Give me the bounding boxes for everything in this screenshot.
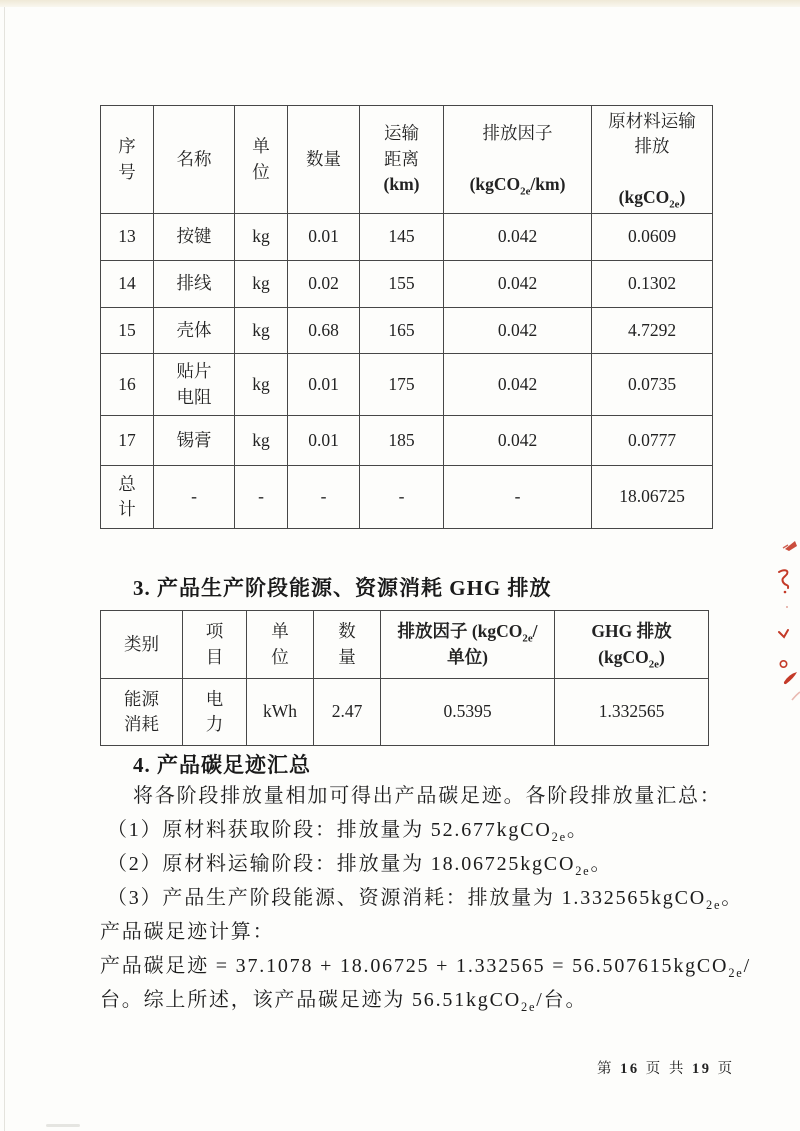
table-cell: - bbox=[288, 466, 360, 529]
table-cell: 贴片 电阻 bbox=[154, 354, 235, 416]
col-header-unit: 单 位 bbox=[235, 106, 288, 214]
paragraph-line: 将各阶段排放量相加可得出产品碳足迹。各阶段排放量汇总： bbox=[133, 785, 722, 807]
table-cell: 0.042 bbox=[444, 308, 592, 354]
table-cell: 0.042 bbox=[444, 261, 592, 308]
table-cell: 能源 消耗 bbox=[101, 679, 183, 746]
table-cell: 4.7292 bbox=[592, 308, 713, 354]
table-cell: 155 bbox=[360, 261, 444, 308]
table-cell: 电 力 bbox=[183, 679, 247, 746]
table-cell: 185 bbox=[360, 416, 444, 466]
col-header-quantity: 数量 bbox=[288, 106, 360, 214]
table-cell: 0.0735 bbox=[592, 354, 713, 416]
production-energy-ghg-table bbox=[100, 610, 709, 746]
table-cell: kg bbox=[235, 354, 288, 416]
table-cell: 13 bbox=[101, 214, 154, 261]
raw-material-transport-emissions-table bbox=[100, 105, 713, 529]
table-cell: 0.5395 bbox=[381, 679, 555, 746]
table-cell: 0.042 bbox=[444, 416, 592, 466]
paragraph-line: （1）原材料获取阶段：排放量为 52.677kgCO$_{2e}$。 bbox=[107, 819, 589, 844]
scan-edge-left bbox=[4, 7, 5, 1131]
paragraph-line: 产品碳足迹计算： bbox=[100, 921, 275, 943]
table-cell: 排线 bbox=[154, 261, 235, 308]
table-cell: 18.06725 bbox=[592, 466, 713, 529]
paragraph-line: （3）产品生产阶段能源、资源消耗：排放量为 1.332565kgCO$_{2e}$。 bbox=[107, 887, 744, 912]
col-header-index: 序 号 bbox=[101, 106, 154, 214]
col-header-quantity: 数 量 bbox=[314, 611, 381, 679]
table-cell: 0.042 bbox=[444, 354, 592, 416]
col-header-name: 名称 bbox=[154, 106, 235, 214]
table-row bbox=[101, 261, 713, 308]
table-row bbox=[101, 308, 713, 354]
table-row bbox=[101, 416, 713, 466]
table-cell: kWh bbox=[247, 679, 314, 746]
table-cell: kg bbox=[235, 416, 288, 466]
table-cell: 0.68 bbox=[288, 308, 360, 354]
table-cell: 壳体 bbox=[154, 308, 235, 354]
table-cell: 145 bbox=[360, 214, 444, 261]
table-cell: 0.0777 bbox=[592, 416, 713, 466]
col-header-emission-factor: 排放因子 (kgCO$_{2e}$/km) bbox=[444, 106, 592, 214]
table-cell: kg bbox=[235, 308, 288, 354]
table-cell: 0.1302 bbox=[592, 261, 713, 308]
table-cell: 按键 bbox=[154, 214, 235, 261]
paragraph-line: 台。综上所述，该产品碳足迹为 56.51kgCO$_{2e}$/台。 bbox=[100, 989, 588, 1014]
col-header-unit: 单 位 bbox=[247, 611, 314, 679]
table-cell: 0.01 bbox=[288, 214, 360, 261]
table-cell: - bbox=[154, 466, 235, 529]
table-row bbox=[101, 354, 713, 416]
table-cell: 0.042 bbox=[444, 214, 592, 261]
table-cell: - bbox=[235, 466, 288, 529]
table-cell: kg bbox=[235, 214, 288, 261]
col-header-emission-factor: 排放因子 (kgCO$_{2e}$/ 单位) bbox=[381, 611, 555, 679]
table-cell: 175 bbox=[360, 354, 444, 416]
page-number-footer: 第 16 页 共 19 页 bbox=[597, 1061, 735, 1077]
table-cell: 165 bbox=[360, 308, 444, 354]
red-ink-marks bbox=[745, 525, 800, 715]
paragraph-line: 产品碳足迹 = 37.1078 + 18.06725 + 1.332565 = 56.507615kgCO$_{2e}$/ bbox=[100, 955, 751, 980]
table-header-row bbox=[101, 106, 713, 214]
table-cell: - bbox=[444, 466, 592, 529]
col-header-transport-emission: 原材料运输 排放 (kgCO$_{2e}$) bbox=[592, 106, 713, 214]
table-cell: 2.47 bbox=[314, 679, 381, 746]
table-cell: 15 bbox=[101, 308, 154, 354]
table-cell: kg bbox=[235, 261, 288, 308]
section-4-heading: 4. 产品碳足迹汇总 bbox=[133, 753, 311, 777]
scan-edge-top bbox=[0, 0, 800, 7]
table-cell: 0.01 bbox=[288, 416, 360, 466]
col-header-category: 类别 bbox=[101, 611, 183, 679]
table-row bbox=[101, 466, 713, 529]
table-cell: 0.0609 bbox=[592, 214, 713, 261]
paragraph-line: （2）原材料运输阶段：排放量为 18.06725kgCO$_{2e}$。 bbox=[107, 853, 613, 878]
table-row bbox=[101, 214, 713, 261]
table-cell: - bbox=[360, 466, 444, 529]
table-cell: 14 bbox=[101, 261, 154, 308]
col-header-ghg-emission: GHG 排放 (kgCO$_{2e}$) bbox=[555, 611, 709, 679]
body-paragraphs bbox=[100, 779, 751, 1017]
table-cell: 0.01 bbox=[288, 354, 360, 416]
section-3-heading: 3. 产品生产阶段能源、资源消耗 GHG 排放 bbox=[133, 576, 552, 600]
table-cell: 0.02 bbox=[288, 261, 360, 308]
table-cell: 17 bbox=[101, 416, 154, 466]
table-cell: 1.332565 bbox=[555, 679, 709, 746]
table-header-row bbox=[101, 611, 709, 679]
col-header-item: 项 目 bbox=[183, 611, 247, 679]
scan-smudge bbox=[46, 1124, 80, 1127]
col-header-distance: 运输 距离 (km) bbox=[360, 106, 444, 214]
table-row bbox=[101, 679, 709, 746]
table-cell: 总 计 bbox=[101, 466, 154, 529]
table-cell: 16 bbox=[101, 354, 154, 416]
table-cell: 锡膏 bbox=[154, 416, 235, 466]
